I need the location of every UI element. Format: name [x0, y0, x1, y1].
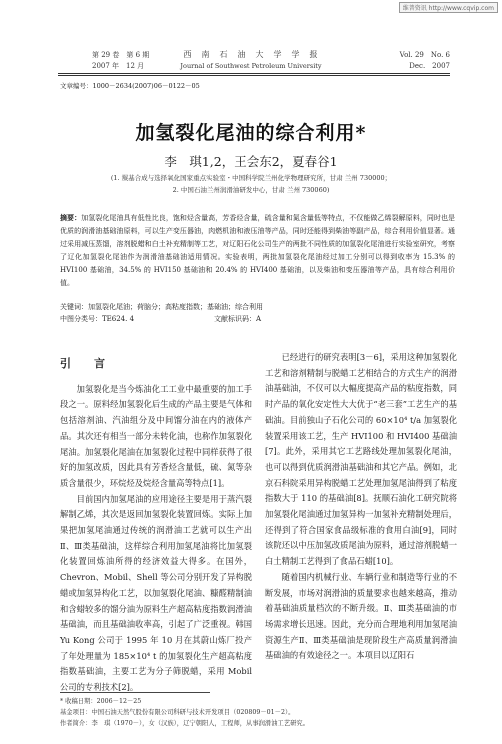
classification-line — [60, 314, 261, 324]
paragraph-intro-3: 已经进行的研究表明[3－6]，采用这种加氢裂化工艺和溶剂精制与脱蜡工艺相结合的方式生产的润滑油基础油，不仅可以大幅度提高产品的粘度指数，同时产品的氧化安定性大大优于“老三套”工艺生产的基础油。目前独山子石化公司的 60×10⁴ t/a 加氢裂化装置采用该工艺，生产 HVI100 和 HVI400 基础油[7]。此外，采用其它工艺路线处理加氢裂化尾油，也可以得到优质润滑油基础油和其它产品。例如，北京石科院采用异构脱蜡工艺处理加氢尾油得到了粘度指数大于 110 的基础油[8]。抚顺石油化工研究院将加氢裂化尾油通过加氢异构一加氢补充精制处理后，还得到了符合国家食品级标准的食用白油[9]，同时该院还以中压加氢改质尾油为原料，通过溶剂脱蜡一白土精制工艺得到了食品石蜡[10]。 — [265, 352, 457, 567]
journal-title-cn: 西 南 石 油 大 学 学 报 — [183, 50, 319, 59]
header-rule-bottom — [58, 75, 450, 76]
abstract-text: 加氢裂化尾油具有低性比良，饱和烃含量高，芳香烃含量，硫含量和氮含量低等特点，不仅能做乙烯裂解原料，同时也是优质的润滑油基础油原料，可以生产变压器油，肉燃机油和液压油等产品，同时还能得到柴油等副产品，综合利用价值显著。通过采用减压蒸馏，溶剂脱蜡和白土补充精制等工艺，对辽阳石化公司生产的两批不同性质的加氢裂化尾油进行实验室研究，考察了辽化加氢裂化尾油作为润滑油基础油适用情况。实验表明，两批加氢裂化尾油经过加工分别可以得到收率为 15.3% 的 HVI100 基础油，34.5% 的 HVI150 基础油和 20.4% 的 HVI400 基础油，以及柴油和变压器油等产品，具有综合利用价值。 — [60, 214, 456, 287]
affiliation-1: (1. 羰基合成与选择氧化国家重点实验室・中国科学院兰州化学物理研究所，甘肃 兰州 730000； — [110, 174, 392, 182]
volume-en: Vol. 29 No. 6 — [399, 51, 450, 59]
paragraph-intro-4: 随着国内机械行业、车辆行业和制造等行业的不断发展，市场对润滑油的质量要求也越来越高，推动着基础油质量档次的不断升级。Ⅱ、Ⅲ类基础油的市场需求增长迅速。因此，充分而合理地利用加氢尾油资源生产Ⅱ、Ⅲ类基础油是现阶段生产高质量润滑油基础油的有效途径之一。本项目以辽阳石 — [265, 571, 457, 661]
article-number: 文章编号：1000－2634(2007)06－0122－05 — [60, 82, 200, 90]
journal-title-en: Journal of Southwest Petroleum University — [180, 62, 322, 70]
footnote-received: * 收稿日期：2006－12－25 — [60, 698, 142, 705]
footnote-funding: 基金项目：中国石油天然气股份有限公司科研与技术开发项目（020809－01－2）。 — [60, 709, 295, 716]
keywords: 关键词：加氢裂化尾油；荷脑分；高粘度指数；基础油；综合利用 — [60, 303, 263, 311]
date-en: Dec. 2007 — [409, 62, 450, 70]
header-rule-top — [58, 73, 450, 74]
date-cn: 2007 年 12 月 — [92, 62, 145, 70]
footnote-rule — [60, 692, 210, 693]
paragraph-intro-2: 目前国内加氢尾油的应用途径主要是用于蒸汽裂解制乙烯，其次是返回加氢裂化装置回炼。实际上加果把加氢尾油通过传统的润滑油工艺就可以生产出Ⅱ、Ⅲ类基础油，这样综合利用加氢尾油将比加氢裂化装置回炼油所得的经济效益大得多。在国外，Chevron、Mobil、Shell 等公司分别开发了异构脱蜡或加氢异构化工艺，以加氢裂化尾油、糠醛精制油和含蜡较多的馏分油为原料生产超高粘度指数润滑油基础油，而且基础油收率高，引起了广泛重视。韩国 Yu Kong 公司于 1995 年 10 月在其蔚山炼厂投产了年处理量为 185×10⁴ t 的加氢裂化生产超高粘度指数基础油，主要工艺为分子筛脱蜡，采用 Mobil 公司的专利技术[2]。 — [60, 493, 252, 693]
abstract-label: 摘要： — [60, 213, 82, 222]
volume-cn: 第 29 卷 第 6 期 — [92, 51, 150, 59]
footnote-author-bio: 作者简介：李 琪（1970－），女（汉族），辽宁朝阳人，工程师，从事润滑油工艺研究。 — [60, 720, 310, 727]
document-code: 文献标识码：A — [214, 315, 262, 323]
section-heading: 引 言 — [60, 357, 111, 370]
paper-title: 加氢裂化尾油的综合利用* — [135, 122, 367, 144]
abstract — [60, 211, 455, 290]
author-list: 李 琪1,2，王会东2，夏春谷1 — [164, 154, 338, 169]
affiliation-2: 2. 中国石油兰州润滑油研发中心，甘肃 兰州 730060) — [172, 186, 330, 194]
watermark: 维普资讯 http://www.cqvip.com — [399, 2, 498, 13]
paragraph-intro-1: 加氢裂化是当今炼油化工工业中最重要的加工手段之一。原料经加氢裂化后生成的产品主要是气体和包括溶剂油、汽油组分及中间馏分油在内的液体产品。其次还有相当一部分未转化油，也称作加氢裂化尾油。加氢裂化尾油在加氢裂化过程中同样获得了很好的加氢改质，因此具有芳香烃含量低，硫、氮等杂质含量很少，环烷烃及烷烃含量高等特点[1]。 — [60, 383, 252, 488]
classification-number: 中图分类号：TE624. 4 — [60, 315, 135, 323]
left-column — [60, 350, 252, 696]
right-column — [265, 350, 457, 664]
